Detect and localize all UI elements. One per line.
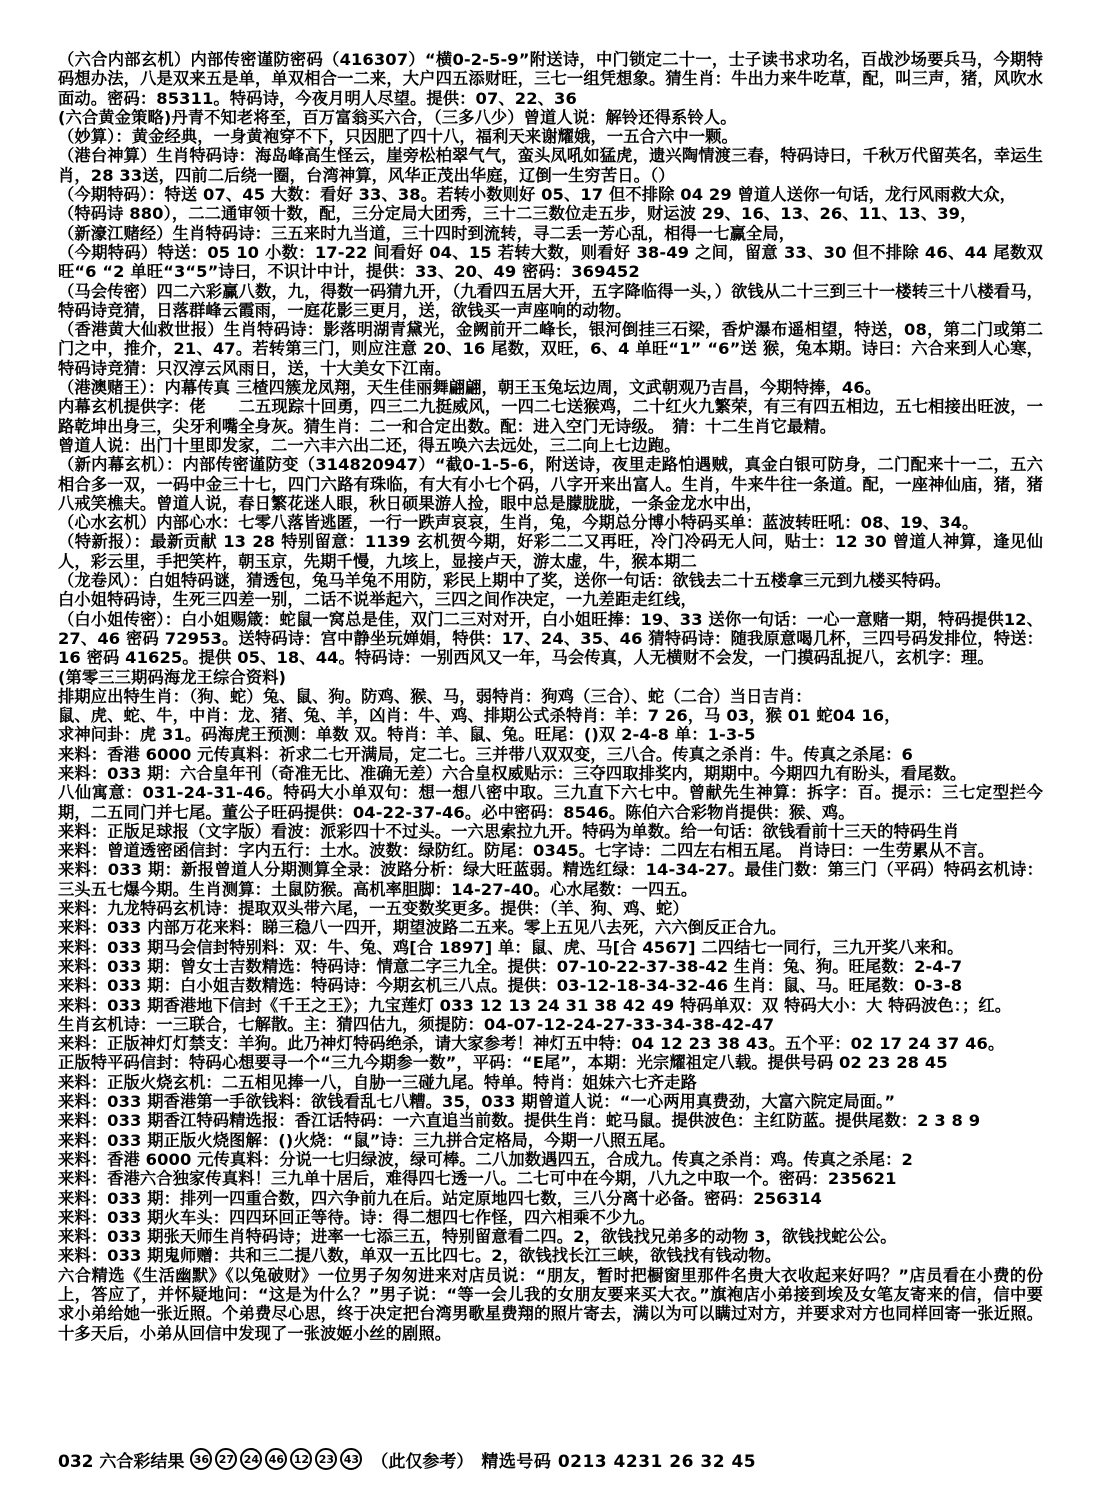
result-footer (58, 1445, 1043, 1473)
text-line: 来料：正版足球报（文字版）看波：派彩四十不过头。一六思索拉九开。特码为单数。给一句话：欲钱看前十三天的特码生肖 (58, 821, 959, 841)
result-ball: 23 (315, 1448, 337, 1470)
lottery-tipsheet-body (58, 50, 1043, 1343)
text-line: 曾道人说：出门十里即发家，二一六丰六出二还，得五唤六去远处，三二向上七边跑。 (58, 435, 681, 455)
text-line: 八仙寓意：031-24-31-46。特码大小单双句：想一想八密中取。三九直下六七中。曾献先生神算：拆字：百。提示：三七定型拦今期，二五同门并七尾。董公子旺码提供：04-22-37-46。必中密码：8546。陈伯六合彩物肖提供：猴、鸡。 (58, 783, 1043, 822)
text-line: 来料：曾道透密函信封：字内五行：土水。波数：绿防红。防尾：0345。七字诗：二四左右相五尾。 肖诗曰：一生劳累从不言。 (58, 841, 995, 861)
text-line: (六合黄金策略)丹青不知老将至，百万富翁买六合，（三多八少）曾道人说：解铃还得系铃人。 (58, 107, 737, 127)
text-line: 来料：033 期香江特码精选报：香江话特码：一六直追当前数。提供生肖：蛇马鼠。提供波色：主红防蓝。提供尾数：2 3 8 9 (58, 1111, 981, 1131)
result-balls (190, 1448, 365, 1470)
text-line: （白小姐传密）：白小姐赐箴：蛇鼠一窝总是佳，双门二三对对开，白小姐旺捧：19、33 送你一句话：一心一意赌一期，特码提供12、27、46 密码 72953。送特码诗：宫中静坐玩婵娟，特供：17、24、35、46 猜特码诗：随我原意喝几杯，三四号码发排位，特送：16 密码 41625。提供 05、18、44。特码诗：一别西风又一年，马会传真，人无横财不会发，一门摸码乱捉八，玄机字：理。 (58, 609, 1043, 668)
result-ball: 43 (340, 1448, 362, 1470)
text-line: 来料：033 期：排列一四重合数，四六争前九在后。站定原地四七数，三八分离十必备。密码：256314 (58, 1188, 822, 1208)
text-line: （港澳赌王）：内幕传真 三楂四簇龙凤翔，天生佳丽舞翩翩，朝王玉兔坛边周，文武朝观乃吉昌，今期特捧，46。 (58, 378, 882, 398)
result-ball: 24 (240, 1448, 262, 1470)
result-label: 032 六合彩结果 (58, 1451, 185, 1472)
result-ball: 27 (215, 1448, 237, 1470)
text-line: （港台神算）生肖特码诗：海岛峰高生怪云，崖旁松柏翠气气，蛮头凤吼如猛虎，遗兴陶情渡三春，特码诗曰，千秋万代留英名，幸运生肖，28 33送，四前二后绕一圈，台湾神算，风华正茂出华庭，辽倒一生穷苦日。（） (58, 146, 1043, 185)
text-line: 来料：香港六合独家传真料！三九单十居后，难得四七透一八。二七可中在今期，八九之中取一个。密码：235621 (58, 1169, 897, 1189)
text-line: 来料：033 期张天师生肖特码诗；进率一七添三五，特别留意看二四。2，欲钱找兄弟多的动物 3，欲钱找蛇公公。 (58, 1227, 897, 1247)
result-ball: 46 (265, 1448, 287, 1470)
text-line: （新内幕玄机）：内部传密谨防变（314820947）“截0-1-5-6，附送诗，夜里走路怕遇贼，真金白银可防身，二门配来十一二，五六相合多一双，一码中金三十七，四门六路有珠临，有大有小七个码，八字开来出富人。生肖，牛来牛往一条道。配，一座神仙庙，猪，猪八戒笑樵夫。曾道人说，春日繁花迷人眼，秋日硕果游人捡，眼中总是朦胧胧，一条金龙水中出， (58, 455, 1043, 513)
text-line: （今期特码）：特送 07、45 大数：看好 33、38。若转小数则好 05、17 但不排除 04 29 曾道人送你一句话，龙行风雨救大众， (58, 185, 1017, 205)
text-line: 来料：033 期鬼师赠：共和三二提八数，单双一五比四七。2，欲钱找长江三峡，欲钱找有钱动物。 (58, 1246, 782, 1266)
text-line: 内幕玄机提供字：佬 二五现踪十回勇，四三二九挺威风，一四二七送猴鸡，二十红火九繁荣，有三有四五相边，五七相接出旺波，一路乾坤出身三，尖牙利嘴全身灰。猜生肖：二一和合定出数。配：进入空门无诗级。 猜：十二生肖它最精。 (58, 397, 1043, 436)
text-line: （龙卷风）：白姐特码谜，猜透包，兔马羊兔不用防，彩民上期中了奖，送你一句话：欲钱去二十五楼拿三元到九楼买特码。 (58, 571, 951, 591)
text-line: 正版特平码信封：特码心想要寻一个“三九今期参一数”，平码：“E尾”，本期：光宗耀祖定八载。提供号码 02 23 28 45 (58, 1053, 948, 1073)
text-line: （心水玄机）内部心水：七零八落皆逃匿，一行一跌声哀哀，生肖，兔，今期总分博小特码买单：蓝波转旺吼：08、19、34。 (58, 513, 979, 533)
text-line: 鼠、虎、蛇、牛，中肖：龙、猪、兔、羊，凶肖：牛、鸡、排期公式杀特肖：羊：7 26，马 03，猴 01 蛇04 16， (58, 706, 901, 726)
text-line: 来料：香港 6000 元传真料：分说一七归绿波，绿可棒。二八加数遇四五，合成九。传真之杀肖：鸡。传真之杀尾：2 (58, 1149, 913, 1169)
text-line: 来料：正版神灯灯禁支：羊狗。此乃神灯特码绝杀，请大家参考！神灯五中特：04 12 23 38 43。五个平：02 17 24 37 46。 (58, 1034, 1005, 1054)
result-ball: 36 (190, 1448, 212, 1470)
text-line: 来料：033 期火车头：四四环回正等待。诗：得二想四七作怪，四六相乘不少九。 (58, 1207, 656, 1227)
text-line: （香港黄大仙救世报）生肖特码诗：影落明湖青黛光，金阙前开二峰长，银河倒挂三石梁，香炉瀑布遥相望，特送，08，第二门或第二门之中，推介，21、47。若转第三门，则应注意 20、16 尾数，双旺，6、4 单旺“1” “6”送 猴，兔本期。诗曰：六合来到人心寒，特码诗竞猜：只汉淳云风雨日，送，十大美女下江南。 (58, 320, 1043, 378)
text-line: （六合内部玄机）内部传密谨防密码（416307）“横0-2-5-9”附送诗，中门锁定二十一，士子读书求功名，百战沙场要兵马，今期特码想办法，八是双来五是单，单双相合一二来，大户四五添财旺，三七一组凭想象。猜生肖：牛出力来牛吃草，配，叫三声，猪，风吹水面动。密码：85311。特码诗，今夜月明人尽望。提供：07、22、36 (58, 50, 1043, 108)
text-line: 求神问卦：虎 31。码海虎王预测：单数 双。特肖：羊、鼠、兔。旺尾：()双 2-4-8 单：1-3-5 (58, 725, 756, 745)
text-line: 生肖玄机诗：一三联合，七解散。主：猜四估九，须提防：04-07-12-24-27-33-34-38-42-47 (58, 1014, 775, 1034)
text-line: 来料：033 期：白小姐吉数精选：特码诗：今期玄机三八点。提供：03-12-18-34-32-46 生肖：鼠、马。旺尾数：0-3-8 (58, 976, 963, 996)
text-line: 来料：香港 6000 元传真料：祈求二七开满局，定二七。三并带八双双变，三八合。传真之杀肖：牛。传真之杀尾：6 (58, 744, 913, 764)
text-line: （特码诗 880），二二通审领十数，配，三分定局大团秀，三十二三数位走五步，财运波 29、16、13、26、11、13、39， (58, 204, 977, 224)
text-line: 来料：033 期马会信封特别料：双：牛、兔、鸡[合 1897] 单：鼠、虎、马[合 4567] 二四结七一同行，三九开奖八来和。 (58, 937, 964, 957)
text-line: 来料：033 期：曾女士吉数精选：特码诗：情意二字三九全。提供：07-10-22-37-38-42 生肖：兔、狗。旺尾数：2-4-7 (58, 956, 963, 976)
text-line: （马会传密）四二六彩赢八数，九，得数一码猜九开，（九看四五居大开，五字降临得一头，）欲钱从二十三到三十一楼转三十八楼看马，特码诗竞猜，日落群峰云霞雨，一庭花影三更月，送，欲钱买一声座响的动物。 (58, 281, 1043, 320)
text-line: 来料：九龙特码玄机诗：提取双头带六尾，一五变数奖更多。提供：（羊、狗、鸡、蛇） (58, 899, 689, 919)
text-line: 六合精选《生活幽默》《以兔破财》一位男子匆匆进来对店员说：“朋友，暂时把橱窗里那件名贵大衣收起来好吗？”店员看在小费的份上，答应了，并怀疑地问：“这是为什么？”男子说：“等一会儿我的女朋友要来买大衣。”旗袍店小弟接到埃及女笔友寄来的信，信中要求小弟给她一张近照。个弟费尽心思，终于决定把台湾男歌星费翔的照片寄去，满以为可以瞒过对方，并要求对方也同样回寄一张近照。十多天后，小弟从回信中发现了一张波姬小丝的剧照。 (58, 1265, 1043, 1343)
text-line: 来料：033 期香港第一手欲钱料：欲钱看乱七八糟。35，033 期曾道人说：“一心两用真费劲，大富六院定局面。” (58, 1092, 896, 1112)
text-line: 来料：033 期：六合皇年刊（奇准无比、准确无差）六合皇权威贴示：三夺四取排奖内，期期中。今期四九有盼头，看尾数。 (58, 763, 967, 783)
text-line: 白小姐特码诗，生死三四差一别，二话不说举起六，三四之间作决定，一九差距走红线， (58, 590, 697, 610)
text-line: 排期应出特生肖：（狗、蛇）兔、鼠、狗。防鸡、猴、马，弱特肖：狗鸡（三合）、蛇（二合）当日吉肖： (58, 686, 812, 706)
text-line: （妙算）：黄金经典，一身黄袍穿不下，只因肥了四十八，福利天来谢耀娥，一五合六中一颗。 (58, 127, 738, 147)
text-line: 来料：033 期正版火烧图解：()火烧：“鼠”诗：三九拼合定格局，今期一八照五尾。 (58, 1130, 676, 1150)
text-line: 来料：033 期：新报曾道人分期测算全录：波路分析：绿大旺蓝弱。精选红绿：14-34-27。最佳门数：第三门（平码）特码玄机诗：三头五七爆今期。生肖测算：土鼠防猴。高机率胆脚：14-27-40。心水尾数：一四五。 (58, 860, 1043, 899)
text-line: 来料：033 期香港地下信封《千王之王》；九宝莲灯 033 12 13 24 31 38 42 49 特码单双：双 特码大小：大 特码波色：；红。 (58, 995, 1012, 1015)
text-line: （今期特码）特送：05 10 小数：17-22 间看好 04、15 若转大数，则看好 38-49 之间，留意 33、30 但不排除 46、44 尾数双旺“6 “2 单旺“3“5”诗曰，不识计中计，提供：33、20、49 密码：369452 (58, 242, 1043, 282)
text-line: (第零三三期码海龙王综合资料) (58, 667, 287, 687)
text-line: 来料：正版火烧玄机：二五相见捧一八，自胁一三碰九尾。特单。特肖：姐妹六七齐走路 (58, 1072, 697, 1092)
text-line: （特新报）：最新贡献 13 28 特别留意：1139 玄机贺今期，好彩二二又再旺，冷门冷码无人问，贴士：12 30 曾道人神算，逢见仙人，彩云里，手把笑杵，朝玉京，先期千慢，九垓上，显接卢天，游太虚，牛，猴本期二 (58, 532, 1043, 571)
result-ball: 12 (290, 1448, 312, 1470)
selected-numbers: 精选号码 0213 4231 26 32 45 (481, 1451, 757, 1472)
text-line: （新濠江赌经）生肖特码诗：三五来时九当道，三十四时到流转，寻二丢一芳心乱，相得一七赢全局， (58, 223, 796, 243)
reference-note: （此仅参考） (371, 1451, 474, 1472)
text-line: 来料：033 内部万花来料：睇三稳八一四开，期望波路二五来。零上五见八去死，六六倒反正合九。 (58, 918, 787, 938)
